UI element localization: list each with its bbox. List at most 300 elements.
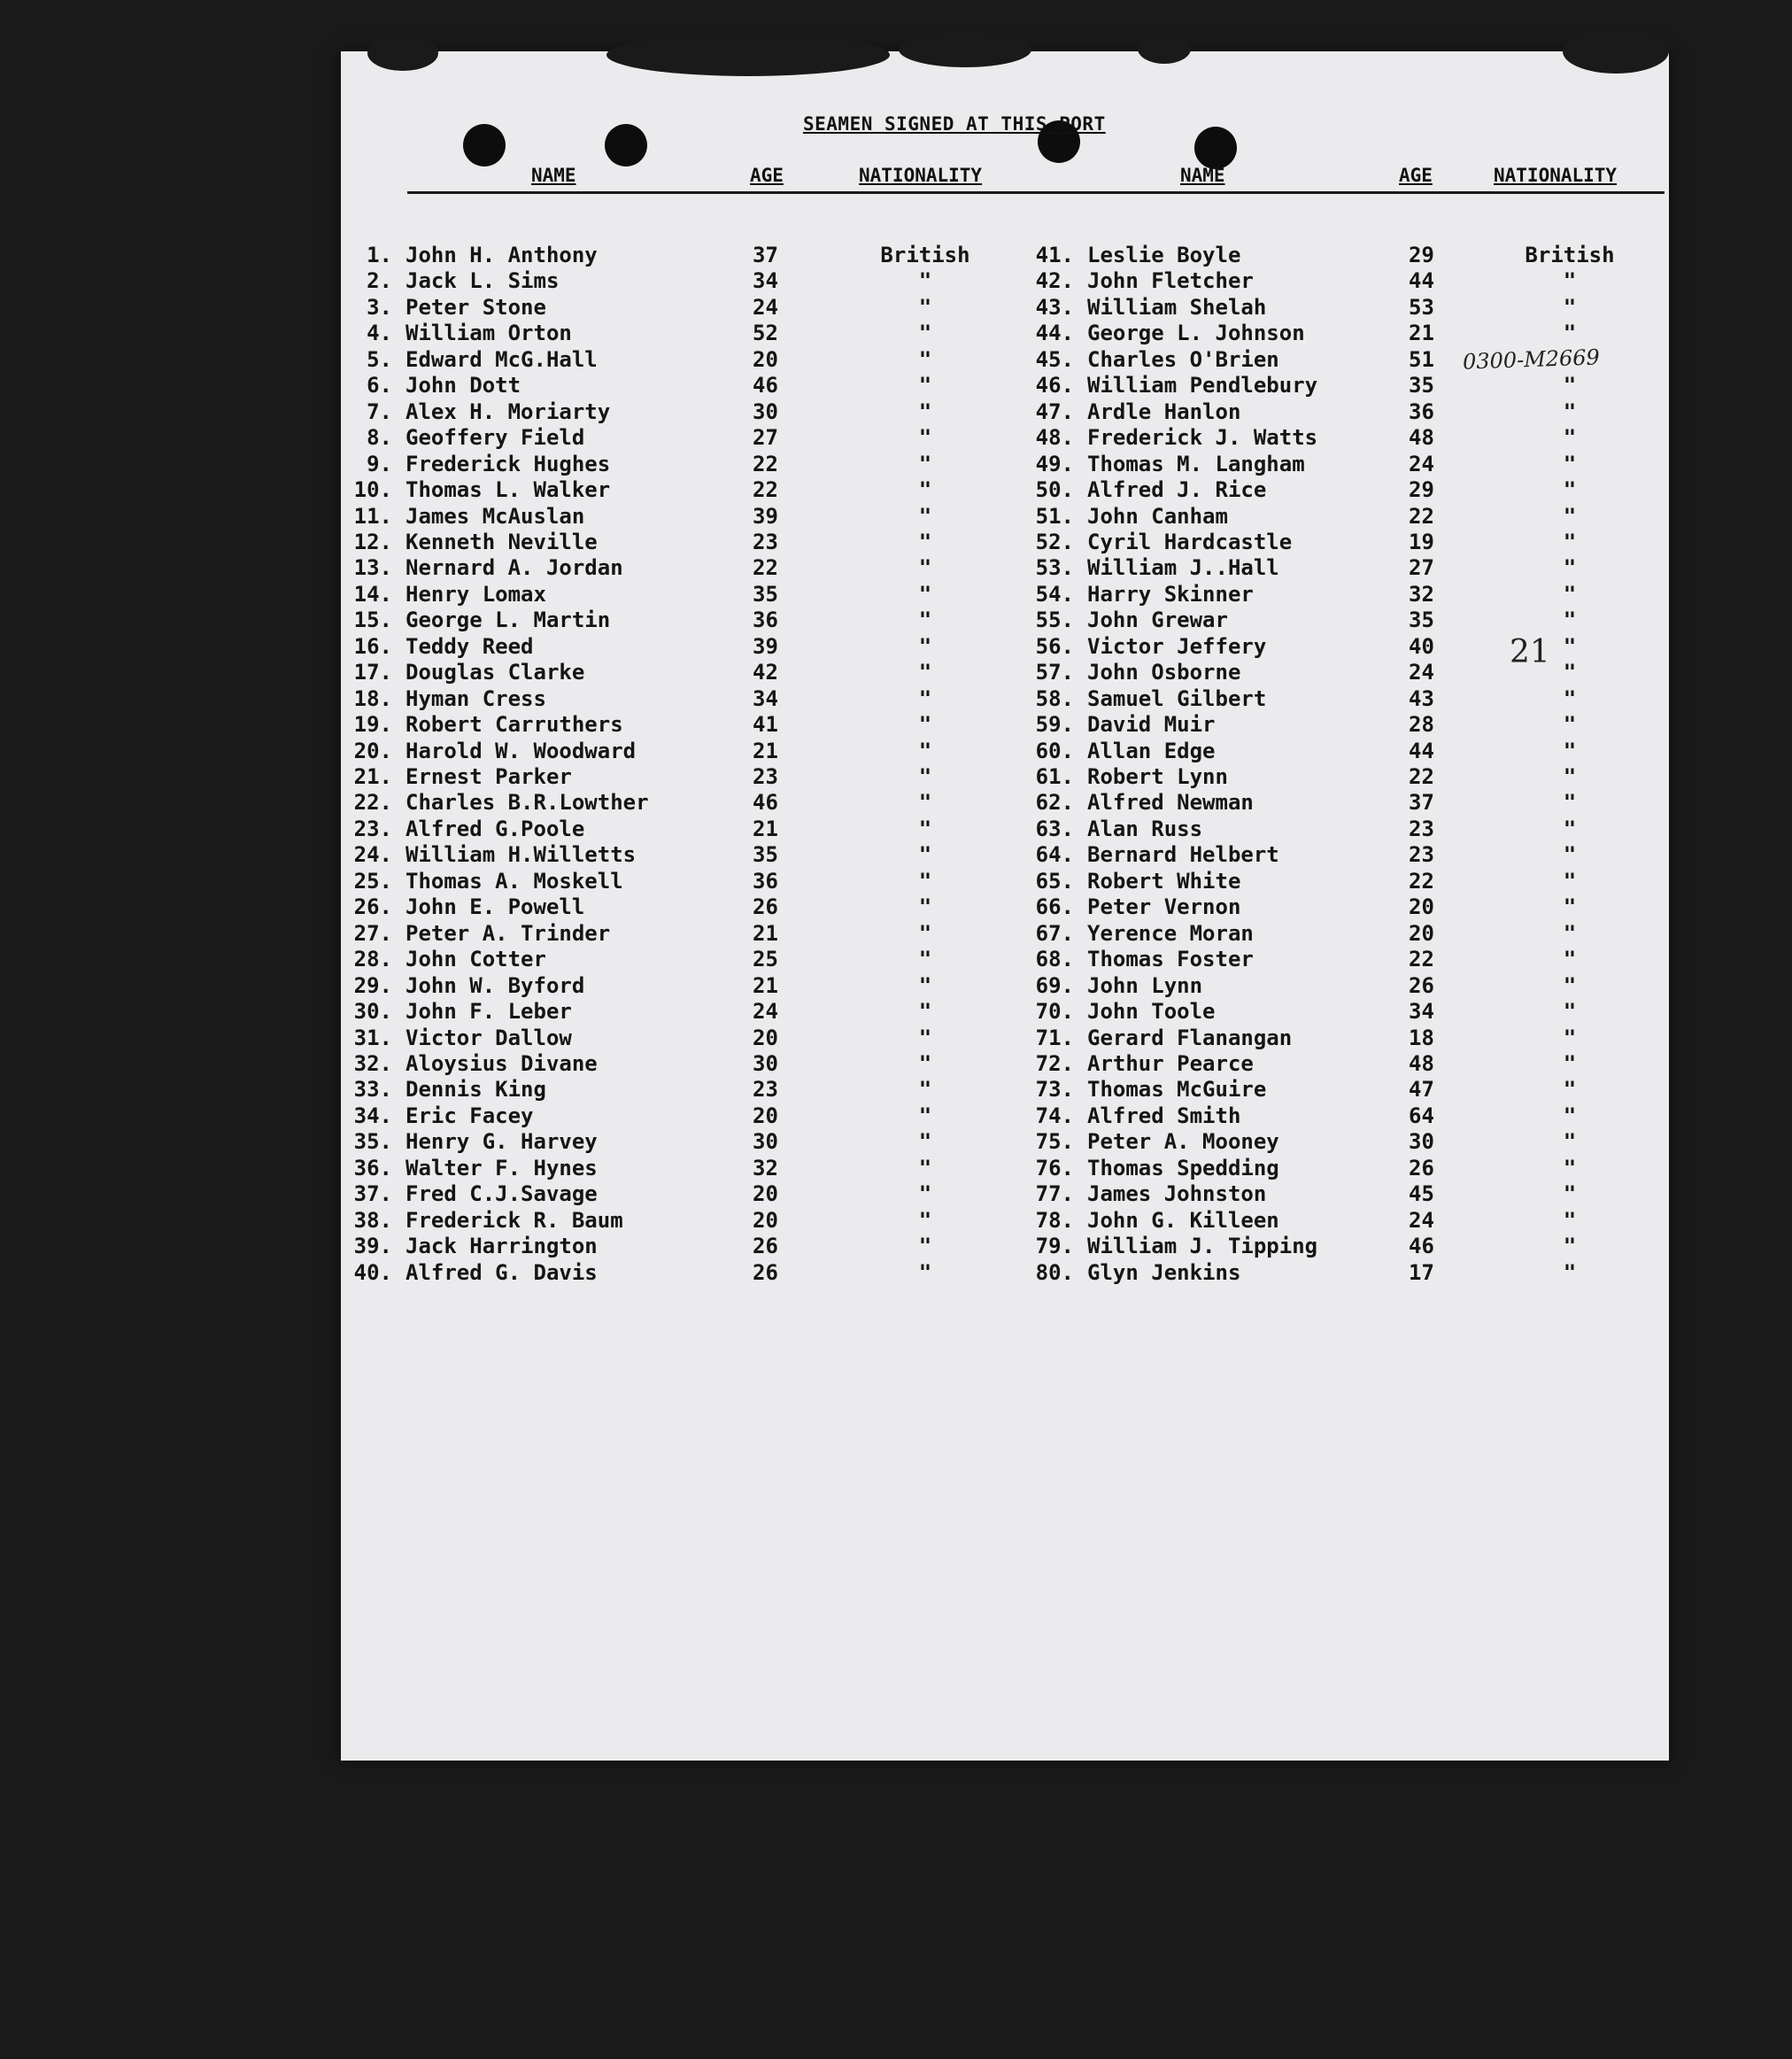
seaman-name: John Canham bbox=[1087, 504, 1228, 529]
seaman-name: Henry Lomax bbox=[406, 582, 546, 607]
entry-number: 35. bbox=[353, 1129, 392, 1154]
seaman-name: Thomas Foster bbox=[1087, 947, 1254, 971]
seaman-name: James Johnston bbox=[1087, 1181, 1267, 1206]
seaman-name: William Orton bbox=[406, 321, 572, 345]
seaman-name: William H.Willetts bbox=[406, 842, 637, 867]
entry-number: 11. bbox=[353, 504, 392, 529]
entry-number: 32. bbox=[353, 1051, 392, 1076]
seaman-age: 20 bbox=[1409, 921, 1434, 946]
seaman-age: 27 bbox=[753, 425, 778, 450]
seaman-age: 64 bbox=[1409, 1103, 1434, 1128]
seaman-age: 24 bbox=[1409, 452, 1434, 476]
seaman-age: 34 bbox=[1409, 999, 1434, 1024]
seaman-name: Bernard Helbert bbox=[1087, 842, 1279, 867]
seaman-nationality: " bbox=[1563, 764, 1577, 789]
entry-number: 47. bbox=[1035, 399, 1074, 424]
seaman-age: 24 bbox=[753, 295, 778, 320]
seaman-name: Alfred G. Davis bbox=[406, 1260, 598, 1285]
entry-number: 27. bbox=[353, 921, 392, 946]
punch-hole bbox=[605, 124, 647, 166]
seaman-age: 25 bbox=[753, 947, 778, 971]
seaman-name: Peter A. Mooney bbox=[1087, 1129, 1279, 1154]
entry-number: 48. bbox=[1035, 425, 1074, 450]
seaman-name: Frederick Hughes bbox=[406, 452, 611, 476]
seaman-nationality: " bbox=[918, 999, 932, 1024]
seaman-nationality: " bbox=[1563, 608, 1577, 632]
seaman-name: Peter Stone bbox=[406, 295, 546, 320]
seaman-name: William Shelah bbox=[1087, 295, 1267, 320]
seaman-age: 18 bbox=[1409, 1026, 1434, 1050]
seaman-name: Alex H. Moriarty bbox=[406, 399, 611, 424]
seaman-age: 19 bbox=[1409, 530, 1434, 554]
seaman-name: Frederick J. Watts bbox=[1087, 425, 1318, 450]
seaman-name: Thomas A. Moskell bbox=[406, 869, 623, 894]
seaman-age: 23 bbox=[753, 764, 778, 789]
entry-number: 28. bbox=[353, 947, 392, 971]
seaman-name: Ardle Hanlon bbox=[1087, 399, 1241, 424]
entry-number: 66. bbox=[1035, 894, 1074, 919]
entry-number: 74. bbox=[1035, 1103, 1074, 1128]
entry-number: 71. bbox=[1035, 1026, 1074, 1050]
seaman-name: Douglas Clarke bbox=[406, 660, 585, 685]
seaman-name: John Lynn bbox=[1087, 973, 1203, 998]
seaman-name: Gerard Flanangan bbox=[1087, 1026, 1293, 1050]
seaman-nationality: " bbox=[1563, 1077, 1577, 1102]
seaman-age: 23 bbox=[1409, 842, 1434, 867]
seaman-nationality: " bbox=[1563, 1026, 1577, 1050]
seaman-nationality: " bbox=[1563, 425, 1577, 450]
entry-number: 80. bbox=[1035, 1260, 1074, 1285]
entry-number: 31. bbox=[353, 1026, 392, 1050]
seaman-name: Kenneth Neville bbox=[406, 530, 598, 554]
entry-number: 46. bbox=[1035, 373, 1074, 398]
seaman-age: 30 bbox=[1409, 1129, 1434, 1154]
seaman-age: 47 bbox=[1409, 1077, 1434, 1102]
seaman-name: William J. Tipping bbox=[1087, 1234, 1318, 1258]
seaman-nationality: " bbox=[918, 295, 932, 320]
entry-number: 33. bbox=[353, 1077, 392, 1102]
seaman-nationality: " bbox=[1563, 1234, 1577, 1258]
seaman-age: 22 bbox=[1409, 947, 1434, 971]
seaman-nationality: " bbox=[918, 1129, 932, 1154]
seaman-age: 26 bbox=[1409, 1156, 1434, 1180]
seaman-name: George L. Martin bbox=[406, 608, 611, 632]
seaman-age: 34 bbox=[753, 268, 778, 293]
seaman-name: Harry Skinner bbox=[1087, 582, 1254, 607]
entry-number: 78. bbox=[1035, 1208, 1074, 1233]
seaman-age: 45 bbox=[1409, 1181, 1434, 1206]
seaman-nationality: " bbox=[918, 373, 932, 398]
entry-number: 5. bbox=[367, 347, 392, 372]
seaman-name: Alfred J. Rice bbox=[1087, 477, 1267, 502]
seaman-age: 36 bbox=[753, 608, 778, 632]
seaman-age: 37 bbox=[753, 243, 778, 267]
entry-number: 21. bbox=[353, 764, 392, 789]
entry-number: 75. bbox=[1035, 1129, 1074, 1154]
entry-number: 7. bbox=[367, 399, 392, 424]
seaman-name: Alan Russ bbox=[1087, 817, 1203, 841]
seaman-name: Alfred Smith bbox=[1087, 1103, 1241, 1128]
header-name-right: NAME bbox=[1180, 165, 1225, 186]
seaman-name: John H. Anthony bbox=[406, 243, 598, 267]
seaman-nationality: " bbox=[1563, 555, 1577, 580]
entry-number: 12. bbox=[353, 530, 392, 554]
document-page bbox=[341, 51, 1669, 1761]
seaman-nationality: " bbox=[1563, 842, 1577, 867]
seaman-age: 41 bbox=[753, 712, 778, 737]
seaman-age: 21 bbox=[753, 921, 778, 946]
entry-number: 69. bbox=[1035, 973, 1074, 998]
entry-number: 49. bbox=[1035, 452, 1074, 476]
seaman-nationality: " bbox=[918, 1077, 932, 1102]
seaman-name: Victor Dallow bbox=[406, 1026, 572, 1050]
seaman-age: 36 bbox=[1409, 399, 1434, 424]
seaman-nationality: " bbox=[1563, 686, 1577, 711]
seaman-age: 39 bbox=[753, 504, 778, 529]
entry-number: 45. bbox=[1035, 347, 1074, 372]
seaman-age: 22 bbox=[1409, 764, 1434, 789]
entry-number: 6. bbox=[367, 373, 392, 398]
seaman-nationality: " bbox=[918, 790, 932, 815]
seaman-age: 26 bbox=[753, 894, 778, 919]
seaman-nationality: " bbox=[1563, 373, 1577, 398]
seaman-age: 52 bbox=[753, 321, 778, 345]
entry-number: 61. bbox=[1035, 764, 1074, 789]
seaman-age: 20 bbox=[1409, 894, 1434, 919]
entry-number: 4. bbox=[367, 321, 392, 345]
seaman-name: Hyman Cress bbox=[406, 686, 546, 711]
entry-number: 26. bbox=[353, 894, 392, 919]
entry-number: 22. bbox=[353, 790, 392, 815]
seaman-nationality: " bbox=[918, 1181, 932, 1206]
seaman-nationality: " bbox=[918, 947, 932, 971]
seaman-nationality: " bbox=[1563, 1181, 1577, 1206]
seaman-age: 44 bbox=[1409, 739, 1434, 763]
seaman-age: 32 bbox=[1409, 582, 1434, 607]
seaman-name: Thomas Spedding bbox=[1087, 1156, 1279, 1180]
entry-number: 70. bbox=[1035, 999, 1074, 1024]
seaman-age: 35 bbox=[1409, 608, 1434, 632]
seaman-name: Victor Jeffery bbox=[1087, 634, 1267, 659]
seaman-age: 48 bbox=[1409, 425, 1434, 450]
seaman-age: 26 bbox=[753, 1260, 778, 1285]
entry-number: 52. bbox=[1035, 530, 1074, 554]
entry-number: 64. bbox=[1035, 842, 1074, 867]
entry-number: 19. bbox=[353, 712, 392, 737]
seaman-name: Geoffery Field bbox=[406, 425, 585, 450]
entry-number: 58. bbox=[1035, 686, 1074, 711]
page-title: SEAMEN SIGNED AT THIS PORT bbox=[803, 113, 1106, 135]
seaman-nationality: " bbox=[1563, 712, 1577, 737]
seaman-name: John Fletcher bbox=[1087, 268, 1254, 293]
entry-number: 73. bbox=[1035, 1077, 1074, 1102]
handwritten-note: 0300-M2669 bbox=[1462, 344, 1601, 375]
entry-number: 42. bbox=[1035, 268, 1074, 293]
seaman-nationality: " bbox=[1563, 295, 1577, 320]
seaman-name: Thomas M. Langham bbox=[1087, 452, 1305, 476]
entry-number: 38. bbox=[353, 1208, 392, 1233]
entry-number: 34. bbox=[353, 1103, 392, 1128]
entry-number: 77. bbox=[1035, 1181, 1074, 1206]
seaman-age: 21 bbox=[753, 817, 778, 841]
seaman-nationality: " bbox=[918, 399, 932, 424]
entry-number: 79. bbox=[1035, 1234, 1074, 1258]
entry-number: 3. bbox=[367, 295, 392, 320]
seaman-name: Glyn Jenkins bbox=[1087, 1260, 1241, 1285]
seaman-nationality: " bbox=[1563, 1260, 1577, 1285]
entry-number: 56. bbox=[1035, 634, 1074, 659]
seaman-name: Fred C.J.Savage bbox=[406, 1181, 598, 1206]
seaman-name: Frederick R. Baum bbox=[406, 1208, 623, 1233]
entry-number: 9. bbox=[367, 452, 392, 476]
seaman-nationality: " bbox=[1563, 947, 1577, 971]
seaman-nationality: " bbox=[918, 686, 932, 711]
seaman-name: Harold W. Woodward bbox=[406, 739, 637, 763]
entry-number: 57. bbox=[1035, 660, 1074, 685]
entry-number: 16. bbox=[353, 634, 392, 659]
seaman-nationality: " bbox=[918, 555, 932, 580]
seaman-nationality: " bbox=[918, 817, 932, 841]
seaman-nationality: " bbox=[1563, 477, 1577, 502]
entry-number: 59. bbox=[1035, 712, 1074, 737]
seaman-name: Peter A. Trinder bbox=[406, 921, 611, 946]
header-name-left: NAME bbox=[531, 165, 576, 186]
seaman-age: 37 bbox=[1409, 790, 1434, 815]
seaman-name: Henry G. Harvey bbox=[406, 1129, 598, 1154]
seaman-nationality: " bbox=[1563, 1208, 1577, 1233]
entry-number: 54. bbox=[1035, 582, 1074, 607]
seaman-name: Charles O'Brien bbox=[1087, 347, 1279, 372]
entry-number: 15. bbox=[353, 608, 392, 632]
torn-edge bbox=[367, 35, 438, 71]
seaman-name: John Dott bbox=[406, 373, 521, 398]
seaman-nationality: " bbox=[918, 1026, 932, 1050]
entry-number: 30. bbox=[353, 999, 392, 1024]
seaman-name: Dennis King bbox=[406, 1077, 546, 1102]
seaman-nationality: " bbox=[1563, 452, 1577, 476]
seaman-name: Peter Vernon bbox=[1087, 894, 1241, 919]
entry-number: 43. bbox=[1035, 295, 1074, 320]
seaman-name: David Muir bbox=[1087, 712, 1216, 737]
seaman-name: Robert Lynn bbox=[1087, 764, 1228, 789]
entry-number: 1. bbox=[367, 243, 392, 267]
seaman-name: Yerence Moran bbox=[1087, 921, 1254, 946]
seaman-age: 20 bbox=[753, 1181, 778, 1206]
seaman-nationality: " bbox=[918, 1051, 932, 1076]
seaman-age: 22 bbox=[753, 555, 778, 580]
torn-edge bbox=[899, 32, 1031, 67]
entry-number: 44. bbox=[1035, 321, 1074, 345]
seaman-age: 22 bbox=[753, 452, 778, 476]
seaman-nationality: " bbox=[918, 582, 932, 607]
seaman-age: 23 bbox=[1409, 817, 1434, 841]
seaman-nationality: " bbox=[1563, 1129, 1577, 1154]
seaman-nationality: British bbox=[1525, 243, 1615, 267]
seaman-name: John E. Powell bbox=[406, 894, 585, 919]
seaman-age: 21 bbox=[753, 739, 778, 763]
seaman-nationality: " bbox=[918, 869, 932, 894]
seaman-nationality: " bbox=[1563, 973, 1577, 998]
seaman-name: Charles B.R.Lowther bbox=[406, 790, 649, 815]
entry-number: 13. bbox=[353, 555, 392, 580]
seaman-name: William J..Hall bbox=[1087, 555, 1279, 580]
seaman-age: 34 bbox=[753, 686, 778, 711]
seaman-nationality: " bbox=[918, 321, 932, 345]
header-nationality-right: NATIONALITY bbox=[1494, 165, 1618, 186]
seaman-name: Edward McG.Hall bbox=[406, 347, 598, 372]
seaman-nationality: " bbox=[1563, 817, 1577, 841]
seaman-name: John W. Byford bbox=[406, 973, 585, 998]
seaman-age: 30 bbox=[753, 1051, 778, 1076]
seaman-nationality: " bbox=[1563, 1156, 1577, 1180]
seaman-nationality: " bbox=[918, 452, 932, 476]
header-age-right: AGE bbox=[1399, 165, 1433, 186]
seaman-nationality: " bbox=[918, 842, 932, 867]
seaman-age: 21 bbox=[1409, 321, 1434, 345]
seaman-name: Leslie Boyle bbox=[1087, 243, 1241, 267]
entry-number: 23. bbox=[353, 817, 392, 841]
entry-number: 25. bbox=[353, 869, 392, 894]
seaman-nationality: " bbox=[918, 608, 932, 632]
seaman-age: 29 bbox=[1409, 243, 1434, 267]
seaman-age: 20 bbox=[753, 347, 778, 372]
seaman-name: Nernard A. Jordan bbox=[406, 555, 623, 580]
seaman-nationality: " bbox=[1563, 582, 1577, 607]
seaman-nationality: " bbox=[1563, 504, 1577, 529]
entry-number: 76. bbox=[1035, 1156, 1074, 1180]
seaman-age: 27 bbox=[1409, 555, 1434, 580]
seaman-name: Thomas L. Walker bbox=[406, 477, 611, 502]
seaman-name: Eric Facey bbox=[406, 1103, 534, 1128]
seaman-name: Thomas McGuire bbox=[1087, 1077, 1267, 1102]
entry-number: 8. bbox=[367, 425, 392, 450]
seaman-nationality: " bbox=[918, 894, 932, 919]
seaman-nationality: " bbox=[1563, 790, 1577, 815]
entry-number: 14. bbox=[353, 582, 392, 607]
seaman-age: 29 bbox=[1409, 477, 1434, 502]
seaman-age: 48 bbox=[1409, 1051, 1434, 1076]
seaman-age: 22 bbox=[1409, 869, 1434, 894]
seaman-age: 20 bbox=[753, 1208, 778, 1233]
punch-hole bbox=[463, 124, 506, 166]
entry-number: 63. bbox=[1035, 817, 1074, 841]
seaman-age: 30 bbox=[753, 1129, 778, 1154]
seaman-name: John Grewar bbox=[1087, 608, 1228, 632]
seaman-name: Teddy Reed bbox=[406, 634, 534, 659]
seaman-age: 53 bbox=[1409, 295, 1434, 320]
seaman-age: 46 bbox=[753, 790, 778, 815]
seaman-nationality: " bbox=[918, 425, 932, 450]
entry-number: 65. bbox=[1035, 869, 1074, 894]
seaman-name: John F. Leber bbox=[406, 999, 572, 1024]
seaman-age: 26 bbox=[1409, 973, 1434, 998]
entry-number: 39. bbox=[353, 1234, 392, 1258]
torn-edge bbox=[1138, 34, 1191, 64]
seaman-age: 51 bbox=[1409, 347, 1434, 372]
entry-number: 37. bbox=[353, 1181, 392, 1206]
entry-number: 10. bbox=[353, 477, 392, 502]
seaman-nationality: " bbox=[918, 477, 932, 502]
seaman-name: Jack Harrington bbox=[406, 1234, 598, 1258]
entry-number: 53. bbox=[1035, 555, 1074, 580]
entry-number: 2. bbox=[367, 268, 392, 293]
seaman-age: 17 bbox=[1409, 1260, 1434, 1285]
seaman-nationality: " bbox=[918, 1208, 932, 1233]
seaman-nationality: " bbox=[1563, 1051, 1577, 1076]
handwritten-page-count: 21 bbox=[1510, 634, 1550, 670]
seaman-age: 40 bbox=[1409, 634, 1434, 659]
seaman-name: Ernest Parker bbox=[406, 764, 572, 789]
seaman-name: Jack L. Sims bbox=[406, 268, 560, 293]
seaman-name: Robert White bbox=[1087, 869, 1241, 894]
seaman-age: 39 bbox=[753, 634, 778, 659]
seaman-age: 26 bbox=[753, 1234, 778, 1258]
seaman-name: John G. Killeen bbox=[1087, 1208, 1279, 1233]
entry-number: 29. bbox=[353, 973, 392, 998]
seaman-age: 23 bbox=[753, 1077, 778, 1102]
seaman-nationality: " bbox=[918, 764, 932, 789]
seaman-nationality: " bbox=[918, 268, 932, 293]
seaman-age: 43 bbox=[1409, 686, 1434, 711]
seaman-name: George L. Johnson bbox=[1087, 321, 1305, 345]
seaman-nationality: " bbox=[918, 660, 932, 685]
entry-number: 40. bbox=[353, 1260, 392, 1285]
seaman-nationality: British bbox=[880, 243, 970, 267]
seaman-nationality: " bbox=[1563, 321, 1577, 345]
seaman-age: 23 bbox=[753, 530, 778, 554]
entry-number: 41. bbox=[1035, 243, 1074, 267]
header-nationality-left: NATIONALITY bbox=[859, 165, 983, 186]
seaman-name: Aloysius Divane bbox=[406, 1051, 598, 1076]
entry-number: 36. bbox=[353, 1156, 392, 1180]
seaman-age: 46 bbox=[753, 373, 778, 398]
seaman-age: 22 bbox=[753, 477, 778, 502]
seaman-age: 20 bbox=[753, 1026, 778, 1050]
torn-edge bbox=[606, 34, 890, 76]
seaman-age: 28 bbox=[1409, 712, 1434, 737]
seaman-name: Alfred G.Poole bbox=[406, 817, 585, 841]
seaman-nationality: " bbox=[918, 973, 932, 998]
seaman-nationality: " bbox=[918, 1156, 932, 1180]
seaman-nationality: " bbox=[918, 504, 932, 529]
entry-number: 51. bbox=[1035, 504, 1074, 529]
seaman-nationality: " bbox=[1563, 634, 1577, 659]
seaman-nationality: " bbox=[918, 921, 932, 946]
seaman-nationality: " bbox=[1563, 869, 1577, 894]
seaman-age: 24 bbox=[753, 999, 778, 1024]
seaman-name: Allan Edge bbox=[1087, 739, 1216, 763]
entry-number: 62. bbox=[1035, 790, 1074, 815]
entry-number: 17. bbox=[353, 660, 392, 685]
entry-number: 20. bbox=[353, 739, 392, 763]
seaman-name: Arthur Pearce bbox=[1087, 1051, 1254, 1076]
seaman-name: William Pendlebury bbox=[1087, 373, 1318, 398]
seaman-nationality: " bbox=[918, 712, 932, 737]
entry-number: 18. bbox=[353, 686, 392, 711]
seaman-age: 32 bbox=[753, 1156, 778, 1180]
seaman-age: 21 bbox=[753, 973, 778, 998]
seaman-nationality: " bbox=[1563, 894, 1577, 919]
entry-number: 67. bbox=[1035, 921, 1074, 946]
seaman-age: 42 bbox=[753, 660, 778, 685]
seaman-nationality: " bbox=[1563, 999, 1577, 1024]
header-rule bbox=[407, 191, 1665, 194]
header-age-left: AGE bbox=[750, 165, 784, 186]
seaman-nationality: " bbox=[918, 530, 932, 554]
seaman-name: Samuel Gilbert bbox=[1087, 686, 1267, 711]
punch-hole bbox=[1194, 127, 1237, 169]
seaman-age: 35 bbox=[753, 842, 778, 867]
